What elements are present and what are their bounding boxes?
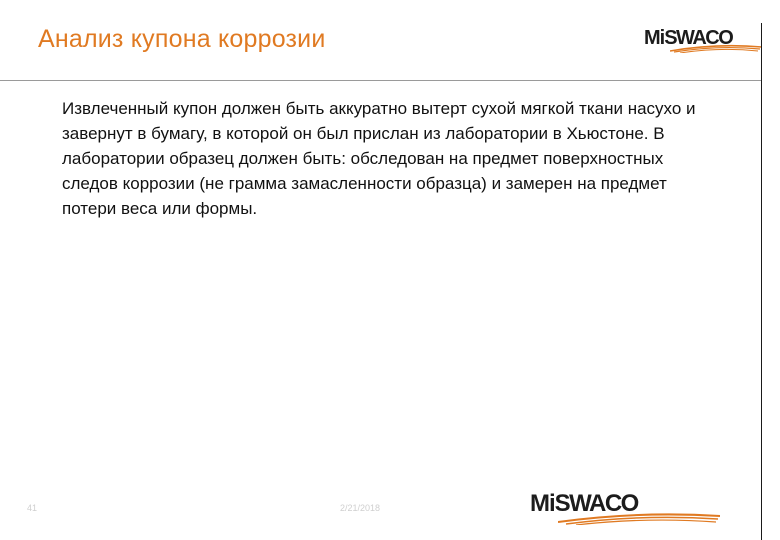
logo-swaco-text: SWACO bbox=[554, 490, 638, 517]
right-border-line bbox=[761, 23, 762, 540]
logo-mi-text: Mi bbox=[644, 27, 665, 49]
company-logo-bottom bbox=[530, 492, 638, 516]
footer-date: 2/21/2018 bbox=[340, 503, 381, 513]
company-logo-top bbox=[644, 28, 732, 48]
logo-mi-text: Mi bbox=[530, 490, 555, 517]
body-paragraph: Извлеченный купон должен быть аккуратно вытерт сухой мягкой ткани насухо и завернут в бумагу, в которой он был прислан из лаборатории в Хьюстоне. В лаборатории образец должен быть: обследован на предмет поверхностных следов коррозии (не грамма замасленности образца) и замерен на предмет потери веса или формы. bbox=[62, 99, 696, 218]
logo-swoosh-icon bbox=[670, 43, 762, 53]
title-divider bbox=[0, 80, 762, 81]
logo-swoosh-icon bbox=[558, 511, 720, 525]
slide-title: Анализ купона коррозии bbox=[38, 25, 326, 53]
footer-page-number: 41 bbox=[27, 503, 38, 513]
logo-swaco-text: SWACO bbox=[664, 27, 733, 49]
